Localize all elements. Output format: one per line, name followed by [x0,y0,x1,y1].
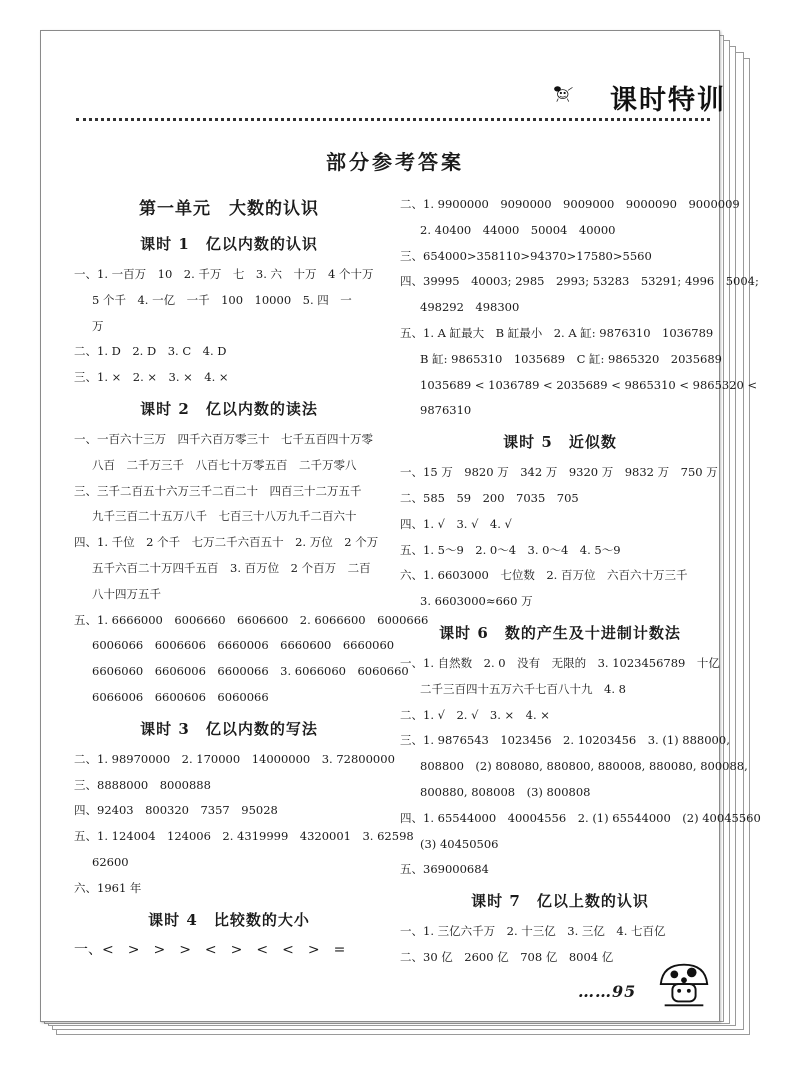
answer-line: 四、1. 千位 2 个千 七万二千六百五十 2. 万位 2 个万 [74,535,379,550]
answer-line: 2. 40400 44000 50004 40000 [420,222,616,237]
lesson-title: 课时 7 亿以上数的认识 [471,892,649,911]
answer-line: 六、1. 6603000 七位数 2. 百万位 六百六十万三千 [400,568,688,583]
unit-title: 第一单元 大数的认识 [139,199,319,219]
page-title: 部分参考答案 [326,150,464,174]
left-column [74,196,429,963]
answer-line: 三、8888000 8000888 [74,777,211,792]
answer-line: 二、585 59 200 7035 705 [400,490,579,505]
answer-line: 五、1. A 缸最大 B 缸最小 2. A 缸: 9876310 1036789 [400,325,714,340]
answer-line: 9876310 [420,403,472,418]
answer-line: 万 [92,318,104,333]
answer-line: B 缸: 9865310 1035689 C 缸: 9865320 2035689 [420,351,722,366]
lesson-title: 课时 3 亿以内数的写法 [140,719,318,738]
answer-line: 九千三百二十五万八千 七百三十八万九千二百六十 [92,509,357,524]
answer-line: 四、1. √ 3. √ 4. √ [400,516,512,531]
lesson-title: 课时 1 亿以内数的认识 [140,235,318,253]
answer-line: 三、654000>358110>94370>17580>5560 [400,248,652,263]
answer-line: 五、1. 6666000 6006660 6606600 2. 6066600 6000666 [74,612,429,627]
lesson-title: 课时 2 亿以内数的读法 [140,399,318,418]
answer-line: 四、1. 65544000 40004556 2. (1) 65544000 (2) 40045560 [400,810,761,825]
header-dotted-rule [76,118,710,121]
answer-line: 五、369000684 [400,862,489,877]
answer-line: 三、1. × 2. × 3. × 4. × [74,370,229,385]
answer-line: 八十四万五千 [92,586,161,601]
lesson-title: 课时 6 数的产生及十进制计数法 [439,623,681,642]
answer-line: 5 个千 4. 一亿 一千 100 10000 5. 四 一 [92,292,352,307]
answer-line: 6066006 6600606 6060066 [92,689,269,704]
answer-line: 二、1. D 2. D 3. C 4. D [74,344,227,359]
answer-line: 1035689 < 1036789 < 2035689 < 9865310 < 9865320 < [420,377,758,392]
answer-line: 一、一百六十三万 四千六百万零三十 七千五百四十万零 [74,431,373,446]
answer-line: 一、< > > > < > < < > = [74,941,346,958]
answer-line: 四、92403 800320 7357 95028 [74,803,278,818]
answer-line: 五、1. 124004 124006 2. 4319999 4320001 3. 62598 [74,829,414,844]
footer-dots: …… [578,982,612,1001]
answer-line: 3. 6603000≈660 万 [420,594,533,609]
answer-line: 三、三千二百五十六万三千二百二十 四百三十二万五千 [74,483,362,498]
answer-line: 六、1961 年 [74,880,142,895]
answer-line: (3) 40450506 [420,836,499,851]
answer-line: 四、39995 40003; 2985 2993; 53283 53291; 4996 5004; [400,274,759,289]
answer-line: 二、1. √ 2. √ 3. × 4. × [400,707,550,722]
answer-line: 一、1. 一百万 10 2. 千万 七 3. 六 十万 4 个十万 [74,267,374,281]
answer-line: 三、1. 9876543 1023456 2. 10203456 3. (1) 888000, [400,733,730,748]
answer-line: 808800 (2) 808080, 880800, 880008, 880080, 800088, [420,759,748,774]
answer-line: 五、1. 5～9 2. 0～4 3. 0～4 4. 5～9 [400,542,621,557]
answer-line: 62600 [92,854,129,869]
mushroom-mascot-icon [655,960,713,1010]
answer-line: 二千三百四十五万六千七百八十九 4. 8 [420,681,626,696]
lesson-title: 课时 5 近似数 [503,433,617,452]
answer-line: 一、1. 自然数 2. 0 没有 无限的 3. 1023456789 十亿 [400,655,720,670]
mascot-logo-icon [553,68,613,118]
answer-line: 6006066 6006606 6660006 6660600 6660060 [92,638,395,653]
brand-title: 课时特训 [610,85,726,116]
answer-line: 一、1. 三亿六千万 2. 十三亿 3. 三亿 4. 七百亿 [400,924,666,939]
answer-line: 二、1. 9900000 9090000 9009000 9000090 9000009 [400,197,740,211]
lesson-title: 课时 4 比较数的大小 [148,910,310,929]
answer-line: 6606060 6606006 6600066 3. 6066060 6060660 [92,664,409,679]
page-number [578,982,636,1001]
answer-line: 二、30 亿 2600 亿 708 亿 8004 亿 [400,949,614,964]
answer-line: 五千六百二十万四千五百 3. 百万位 2 个百万 二百 [92,560,371,575]
answer-line: 800880, 808008 (3) 800808 [420,784,591,799]
answer-line: 二、1. 98970000 2. 170000 14000000 3. 72800000 [74,751,395,766]
answer-line: 498292 498300 [420,300,520,315]
answer-line: 一、15 万 9820 万 342 万 9320 万 9832 万 750 万 [400,465,718,480]
page-number-value: 95 [612,982,637,1001]
right-column [400,192,761,971]
answer-line: 八百 二千万三千 八百七十万零五百 二千万零八 [92,457,357,472]
